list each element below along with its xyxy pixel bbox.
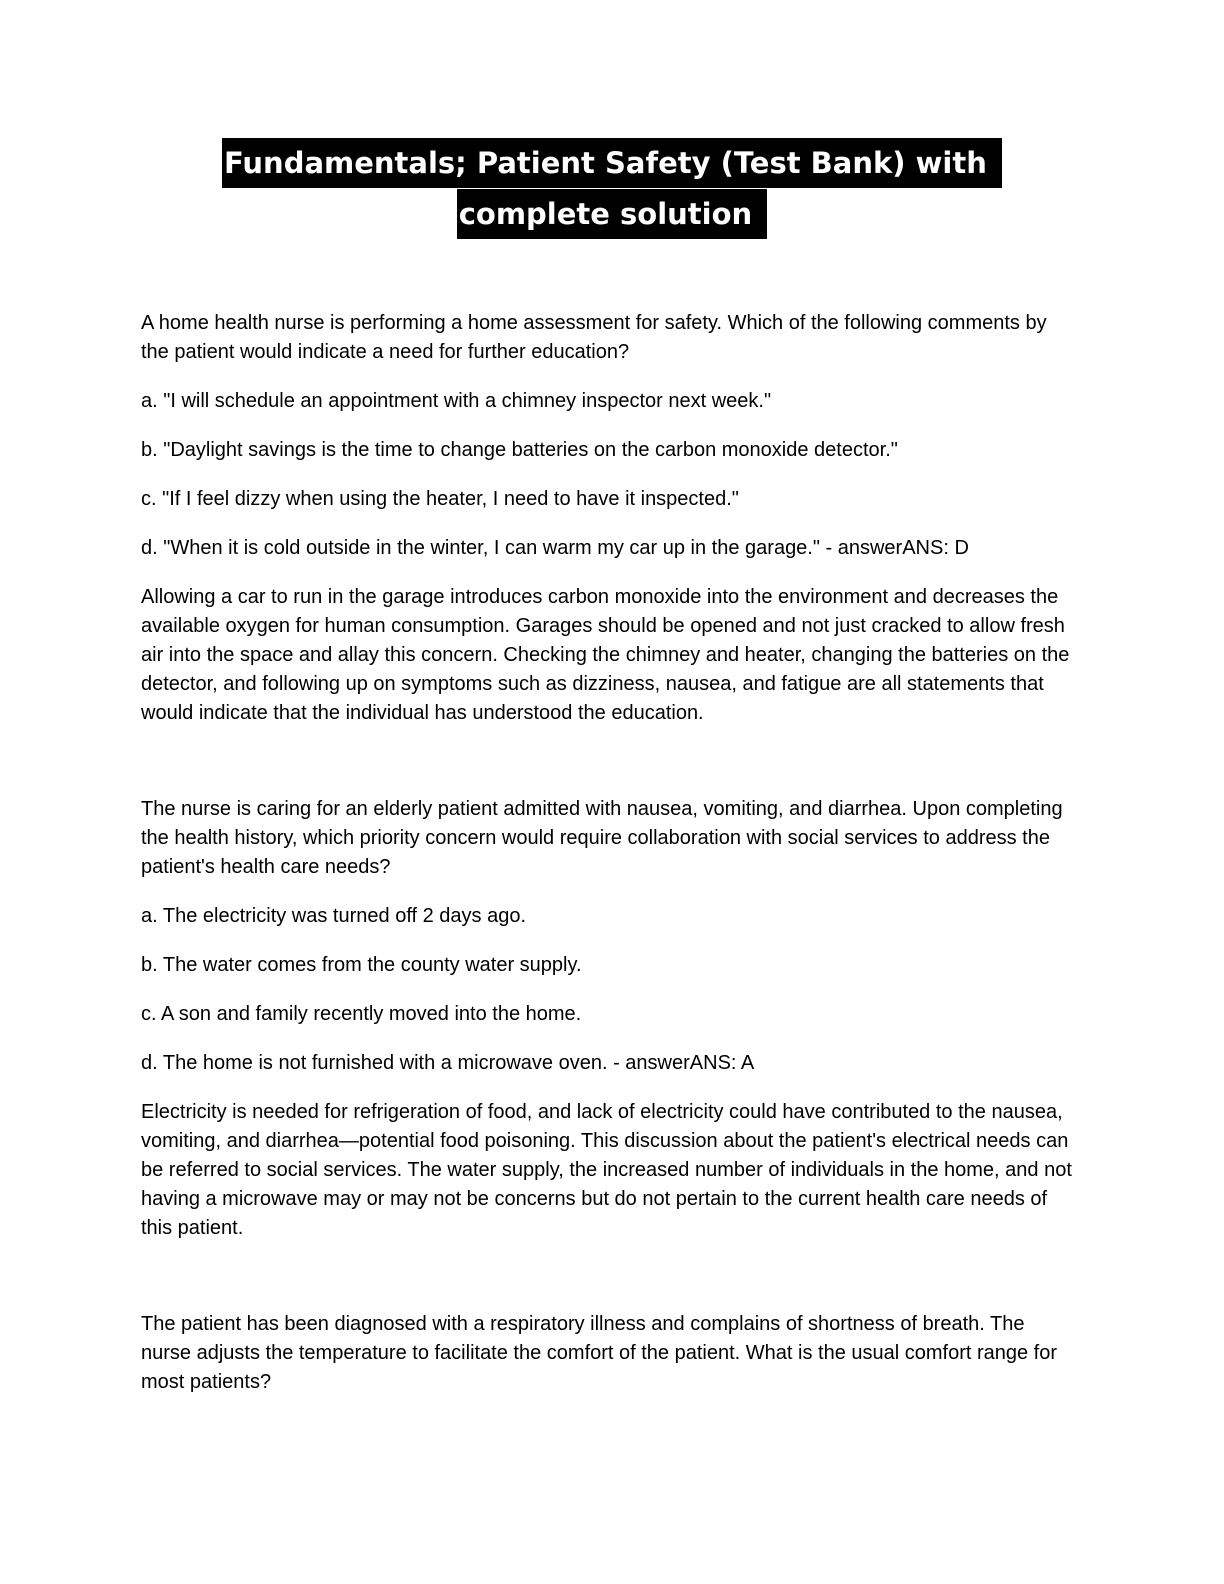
answer-option-d: d. "When it is cold outside in the winter, I can warm my car up in the garage." - answerANS: D <box>141 537 969 559</box>
answer-option-c: c. A son and family recently moved into the home. <box>141 1003 582 1025</box>
title-line-1: Fundamentals; Patient Safety (Test Bank) with <box>222 138 1002 188</box>
question-block-2 <box>141 795 1076 1243</box>
answer-option-d: d. The home is not furnished with a microwave oven. - answerANS: A <box>141 1052 755 1074</box>
answer-option-c: c. "If I feel dizzy when using the heater, I need to have it inspected." <box>141 488 739 510</box>
question-stem: The nurse is caring for an elderly patient admitted with nausea, vomiting, and diarrhea. Upon completing the health history, which priority concern would require collaboration with social services to address the patient's health care needs? <box>141 798 1063 878</box>
answer-option-a: a. The electricity was turned off 2 days ago. <box>141 905 527 927</box>
document-title <box>0 138 1224 239</box>
answer-explanation: Electricity is needed for refrigeration of food, and lack of electricity could have contributed to the nausea, vomiting, and diarrhea—potential food poisoning. This discussion about the patient's electrical needs can be referred to social services. The water supply, the increased number of individuals in the home, and not having a microwave may or may not be concerns but do not pertain to the current health care needs of this patient. <box>141 1101 1072 1239</box>
answer-option-a: a. "I will schedule an appointment with a chimney inspector next week." <box>141 390 772 412</box>
document-body <box>141 309 1076 1397</box>
question-stem: The patient has been diagnosed with a respiratory illness and complains of shortness of breath. The nurse adjusts the temperature to facilitate the comfort of the patient. What is the usual comfort range for most patients? <box>141 1313 1058 1393</box>
title-line-2: complete solution <box>457 189 768 239</box>
answer-option-b: b. The water comes from the county water supply. <box>141 954 582 976</box>
question-stem: A home health nurse is performing a home assessment for safety. Which of the following comments by the patient would indicate a need for further education? <box>141 312 1047 363</box>
question-block-3 <box>141 1310 1076 1397</box>
answer-explanation: Allowing a car to run in the garage introduces carbon monoxide into the environment and decreases the available oxygen for human consumption. Garages should be opened and not just cracked to allow fresh air into the space and allay this concern. Checking the chimney and heater, changing the batteries on the detector, and following up on symptoms such as dizziness, nausea, and fatigue are all statements that would indicate that the individual has understood the education. <box>141 586 1070 724</box>
question-block-1 <box>141 309 1076 728</box>
answer-option-b: b. "Daylight savings is the time to change batteries on the carbon monoxide detector." <box>141 439 898 461</box>
